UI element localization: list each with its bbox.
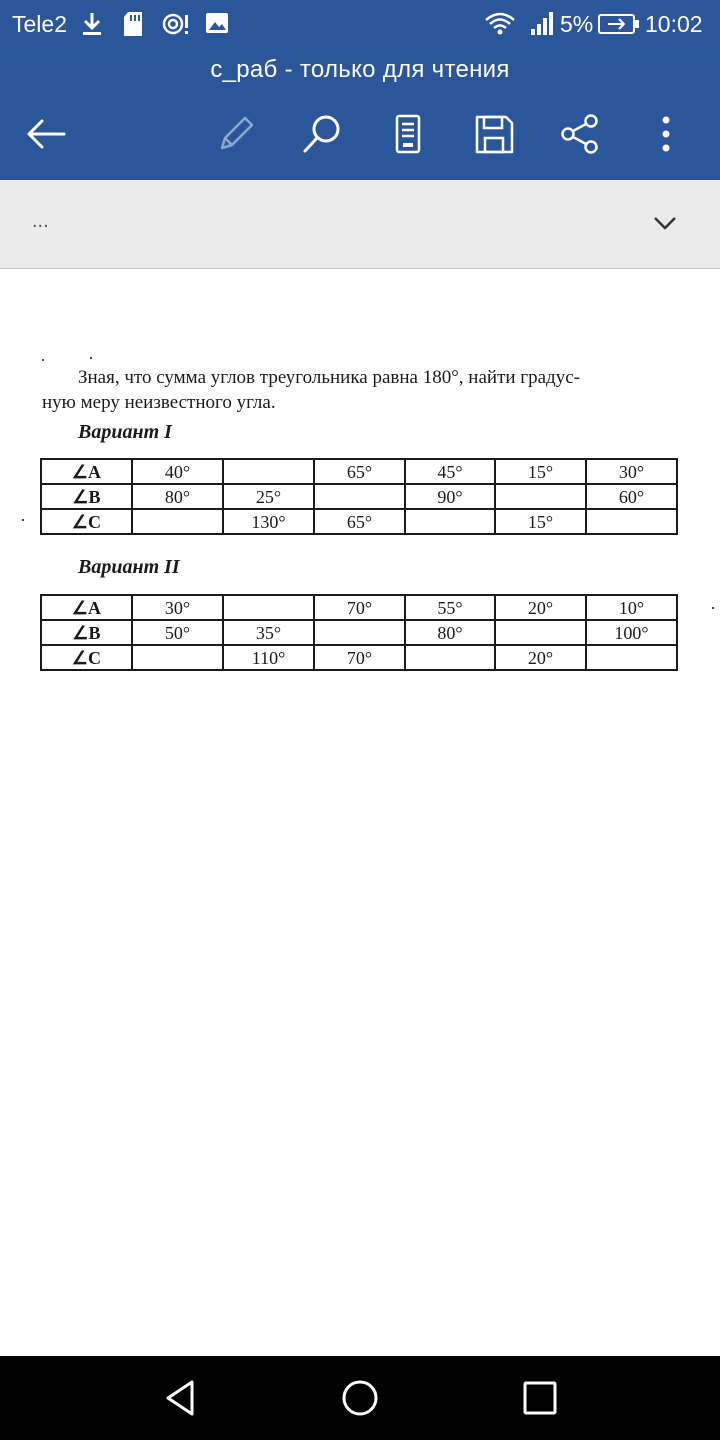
share-button[interactable] <box>556 110 604 158</box>
row-label: ∠B <box>41 484 132 509</box>
more-options-button[interactable] <box>642 110 690 158</box>
edit-button[interactable] <box>212 110 260 158</box>
table-cell: 65° <box>314 509 405 534</box>
table-cell: 50° <box>132 620 223 645</box>
row-label: ∠C <box>41 509 132 534</box>
table-cell <box>586 645 677 670</box>
table-cell: 15° <box>495 459 586 484</box>
table-cell: 15° <box>495 509 586 534</box>
share-icon <box>556 110 604 158</box>
wifi-icon <box>484 11 516 37</box>
table-cell <box>223 459 314 484</box>
table-cell: 80° <box>132 484 223 509</box>
sd-card-icon <box>122 11 144 37</box>
edit-pencil-icon <box>212 110 260 158</box>
table-cell: 40° <box>132 459 223 484</box>
table-cell <box>405 509 495 534</box>
variant-1-table <box>40 458 678 535</box>
table-cell: 25° <box>223 484 314 509</box>
table-cell: 100° <box>586 620 677 645</box>
carrier-name: Tele2 <box>12 11 67 37</box>
back-arrow-icon <box>22 110 70 158</box>
table-cell <box>223 595 314 620</box>
table-cell: 35° <box>223 620 314 645</box>
table-cell: 70° <box>314 645 405 670</box>
row-label: ∠A <box>41 595 132 620</box>
table-cell: 110° <box>223 645 314 670</box>
recents-square-icon[interactable] <box>518 1376 562 1420</box>
back-triangle-icon[interactable] <box>158 1376 202 1420</box>
row-label: ∠B <box>41 620 132 645</box>
table-cell <box>132 645 223 670</box>
task-paragraph <box>42 365 682 415</box>
table-row <box>41 509 677 534</box>
document-page <box>0 269 720 1356</box>
table-cell: 60° <box>586 484 677 509</box>
table-row <box>41 459 677 484</box>
download-icon <box>80 11 104 37</box>
table-cell: 80° <box>405 620 495 645</box>
signal-strength-icon <box>527 11 555 37</box>
table-cell: 130° <box>223 509 314 534</box>
ribbon-strip <box>0 180 720 269</box>
table-cell: 55° <box>405 595 495 620</box>
table-cell <box>495 620 586 645</box>
variant-2-heading: Вариант II <box>78 556 180 578</box>
table-cell: 90° <box>405 484 495 509</box>
table-row <box>41 484 677 509</box>
save-icon <box>470 110 518 158</box>
table-cell: 20° <box>495 595 586 620</box>
table-cell: 30° <box>132 595 223 620</box>
table-row <box>41 645 677 670</box>
chevron-down-icon[interactable] <box>650 208 680 238</box>
ribbon-overflow-dots[interactable]: ... <box>32 210 49 232</box>
table-cell: 10° <box>586 595 677 620</box>
row-label: ∠C <box>41 645 132 670</box>
more-vertical-icon <box>642 110 690 158</box>
table-cell: 20° <box>495 645 586 670</box>
table-cell <box>405 645 495 670</box>
table-cell <box>586 509 677 534</box>
search-button[interactable] <box>298 110 346 158</box>
variant-2-table <box>40 594 678 671</box>
gallery-image-icon <box>205 11 229 35</box>
clock: 10:02 <box>645 11 703 37</box>
table-cell <box>495 484 586 509</box>
table-cell: 65° <box>314 459 405 484</box>
table-cell <box>132 509 223 534</box>
home-circle-icon[interactable] <box>338 1376 382 1420</box>
paragraph-line-1: Зная, что сумма углов треугольника равна 180°, найти градус- <box>78 367 580 388</box>
table-cell <box>314 484 405 509</box>
reading-mode-icon <box>384 110 432 158</box>
table-cell: 45° <box>405 459 495 484</box>
search-icon <box>298 110 346 158</box>
battery-percentage: 5% <box>560 11 594 37</box>
save-button[interactable] <box>470 110 518 158</box>
app-bar <box>0 50 720 180</box>
system-nav-bar <box>0 1356 720 1440</box>
back-button[interactable] <box>22 110 70 158</box>
reading-mode-button[interactable] <box>384 110 432 158</box>
table-row <box>41 620 677 645</box>
table-row <box>41 595 677 620</box>
hotspot-alert-icon <box>162 11 192 37</box>
paragraph-line-2: ную меру неизвестного угла. <box>42 392 276 413</box>
row-label: ∠A <box>41 459 132 484</box>
battery-charging-icon <box>598 13 640 35</box>
table-cell: 30° <box>586 459 677 484</box>
document-title: с_раб - только для чтения <box>210 56 510 83</box>
variant-1-heading: Вариант I <box>78 421 172 443</box>
table-cell <box>314 620 405 645</box>
status-bar <box>0 0 720 50</box>
table-cell: 70° <box>314 595 405 620</box>
